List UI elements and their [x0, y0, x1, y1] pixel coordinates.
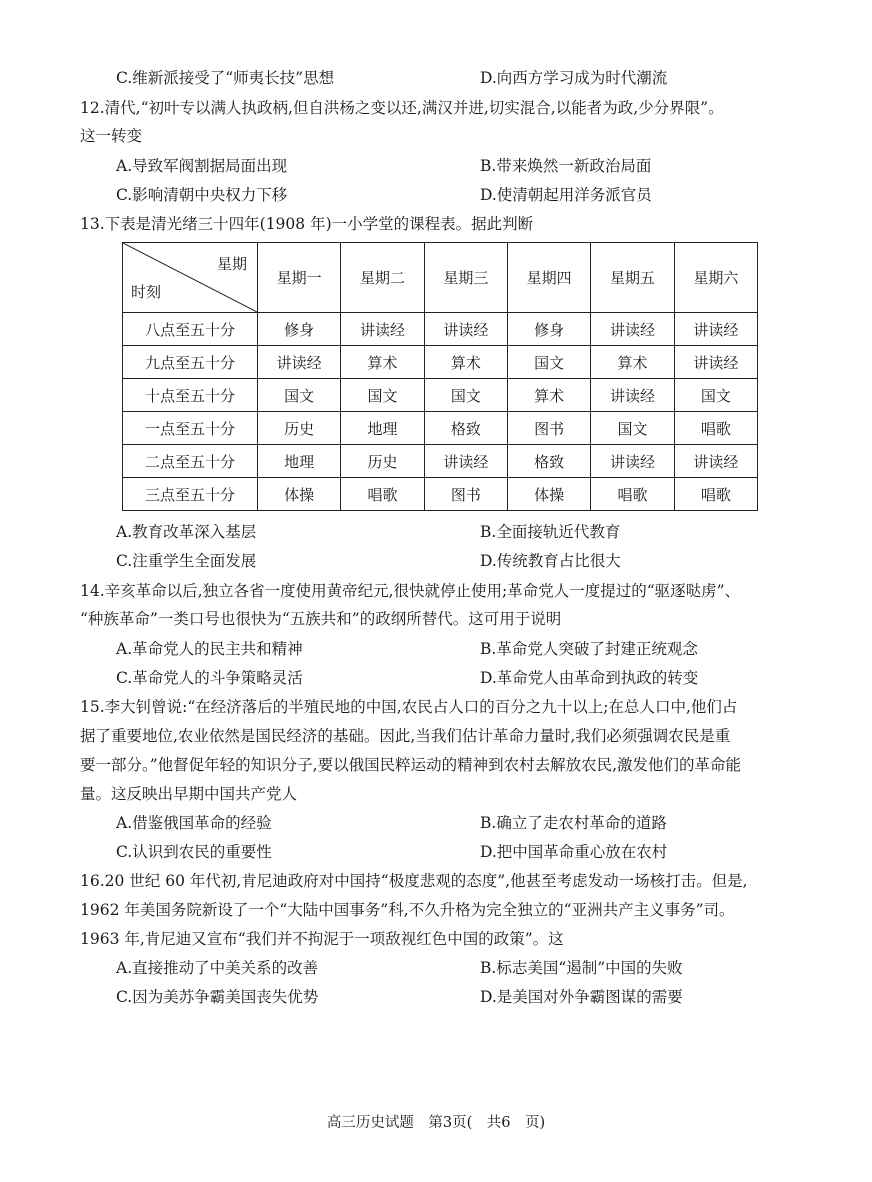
subject-cell: 讲读经	[424, 313, 507, 346]
subject-cell: 地理	[258, 445, 341, 478]
q14-stem-line-2: “种族革命”一类口号也很快为“五族共和”的政纲所替代。这可用于说明	[80, 610, 562, 628]
subject-cell: 算术	[341, 346, 424, 379]
table-row	[123, 313, 758, 346]
day-header: 星期六	[674, 243, 757, 313]
subject-cell: 历史	[258, 412, 341, 445]
q15-option-d: D.把中国革命重心放在农村	[480, 843, 668, 861]
subject-cell: 讲读经	[591, 445, 674, 478]
q14-stem-line-1: 14.辛亥革命以后,独立各省一度使用黄帝纪元,很快就停止使用;革命党人一度提过的“驱逐哒虏”、	[80, 582, 741, 600]
subject-cell: 格致	[424, 412, 507, 445]
subject-cell: 算术	[424, 346, 507, 379]
q15-stem-line-3: 要一部分。”他督促年轻的知识分子,要以俄国民粹运动的精神到农村去解放农民,激发他们的革命能	[80, 756, 742, 774]
q13-stem: 13.下表是清光绪三十四年(1908 年)一小学堂的课程表。据此判断	[80, 215, 534, 233]
q15-stem-line-2: 据了重要地位,农业依然是国民经济的基础。因此,当我们估计革命力量时,我们必须强调农民是重	[80, 727, 731, 745]
q16-stem-line-2: 1962 年美国务院新设了一个“大陆中国事务”科,不久升格为完全独立的“亚洲共产主义事务”司。	[80, 901, 735, 919]
subject-cell: 讲读经	[674, 313, 757, 346]
subject-cell: 讲读经	[424, 445, 507, 478]
table-row	[123, 478, 758, 511]
schedule-table	[122, 242, 758, 511]
subject-cell: 图书	[507, 412, 590, 445]
q16-option-a: A.直接推动了中美关系的改善	[116, 959, 319, 977]
q15-stem-line-1: 15.李大钊曾说:“在经济落后的半殖民地的中国,农民占人口的百分之九十以上;在总人口中,他们占	[80, 698, 738, 716]
subject-cell: 格致	[507, 445, 590, 478]
q12-option-b: B.带来焕然一新政治局面	[480, 157, 652, 175]
corner-label-day: 星期	[216, 255, 247, 273]
q13-option-b: B.全面接轨近代教育	[480, 523, 621, 541]
subject-cell: 图书	[424, 478, 507, 511]
day-header: 星期三	[424, 243, 507, 313]
q13-option-a: A.教育改革深入基层	[116, 523, 257, 541]
q14-option-c: C.革命党人的斗争策略灵活	[116, 669, 303, 687]
subject-cell: 历史	[341, 445, 424, 478]
table-row	[123, 346, 758, 379]
time-cell: 一点至五十分	[123, 412, 258, 445]
subject-cell: 唱歌	[591, 478, 674, 511]
q16-option-b: B.标志美国“遏制”中国的失败	[480, 959, 683, 977]
table-row	[123, 379, 758, 412]
subject-cell: 唱歌	[674, 412, 757, 445]
day-header: 星期二	[341, 243, 424, 313]
day-header: 星期一	[258, 243, 341, 313]
time-cell: 八点至五十分	[123, 313, 258, 346]
subject-cell: 讲读经	[674, 346, 757, 379]
corner-label-time: 时刻	[131, 283, 162, 301]
subject-cell: 唱歌	[341, 478, 424, 511]
time-cell: 九点至五十分	[123, 346, 258, 379]
q13-option-c: C.注重学生全面发展	[116, 552, 257, 570]
table-row	[123, 412, 758, 445]
q15-stem-line-4: 量。这反映出早期中国共产党人	[80, 785, 298, 803]
q13-option-d: D.传统教育占比很大	[480, 552, 621, 570]
subject-cell: 体操	[507, 478, 590, 511]
q16-option-c: C.因为美苏争霸美国丧失优势	[116, 988, 319, 1006]
subject-cell: 国文	[258, 379, 341, 412]
subject-cell: 国文	[341, 379, 424, 412]
q16-option-d: D.是美国对外争霸图谋的需要	[480, 988, 683, 1006]
q16-stem-line-1: 16.20 世纪 60 年代初,肯尼迪政府对中国持“极度悲观的态度”,他甚至考虑发动一场核打击。但是,	[80, 872, 748, 890]
subject-cell: 修身	[507, 313, 590, 346]
q14-option-b: B.革命党人突破了封建正统观念	[480, 640, 698, 658]
subject-cell: 唱歌	[674, 478, 757, 511]
subject-cell: 算术	[507, 379, 590, 412]
subject-cell: 修身	[258, 313, 341, 346]
day-header: 星期四	[507, 243, 590, 313]
q12-option-d: D.使清朝起用洋务派官员	[480, 186, 652, 204]
subject-cell: 讲读经	[258, 346, 341, 379]
q12-stem-line-1: 12.清代,“初叶专以满人执政柄,但自洪杨之变以还,满汉并进,切实混合,以能者为政,少分界限”。	[80, 99, 724, 117]
time-cell: 三点至五十分	[123, 478, 258, 511]
q12-stem-line-2: 这一转变	[80, 127, 143, 145]
time-cell: 二点至五十分	[123, 445, 258, 478]
subject-cell: 国文	[424, 379, 507, 412]
subject-cell: 地理	[341, 412, 424, 445]
q11-option-d: D.向西方学习成为时代潮流	[480, 69, 668, 87]
q14-option-d: D.革命党人由革命到执政的转变	[480, 669, 699, 687]
subject-cell: 讲读经	[674, 445, 757, 478]
q11-option-c: C.维新派接受了“师夷长技”思想	[116, 69, 335, 87]
page-footer: 高三历史试题 第3页( 共6 页)	[326, 1115, 546, 1131]
q16-stem-line-3: 1963 年,肯尼迪又宣布“我们并不拘泥于一项敌视红色中国的政策”。这	[80, 930, 564, 948]
table-row	[123, 445, 758, 478]
time-cell: 十点至五十分	[123, 379, 258, 412]
subject-cell: 讲读经	[591, 379, 674, 412]
subject-cell: 国文	[674, 379, 757, 412]
q15-option-a: A.借鉴俄国革命的经验	[116, 814, 272, 832]
q14-option-a: A.革命党人的民主共和精神	[116, 640, 303, 658]
q15-option-c: C.认识到农民的重要性	[116, 843, 272, 861]
subject-cell: 讲读经	[341, 313, 424, 346]
schedule-header-row	[123, 243, 758, 313]
subject-cell: 讲读经	[591, 313, 674, 346]
subject-cell: 体操	[258, 478, 341, 511]
schedule-corner-cell	[123, 243, 258, 313]
subject-cell: 国文	[591, 412, 674, 445]
q15-option-b: B.确立了走农村革命的道路	[480, 814, 667, 832]
day-header: 星期五	[591, 243, 674, 313]
subject-cell: 算术	[591, 346, 674, 379]
q12-option-a: A.导致军阀割据局面出现	[116, 157, 288, 175]
subject-cell: 国文	[507, 346, 590, 379]
q12-option-c: C.影响清朝中央权力下移	[116, 186, 288, 204]
